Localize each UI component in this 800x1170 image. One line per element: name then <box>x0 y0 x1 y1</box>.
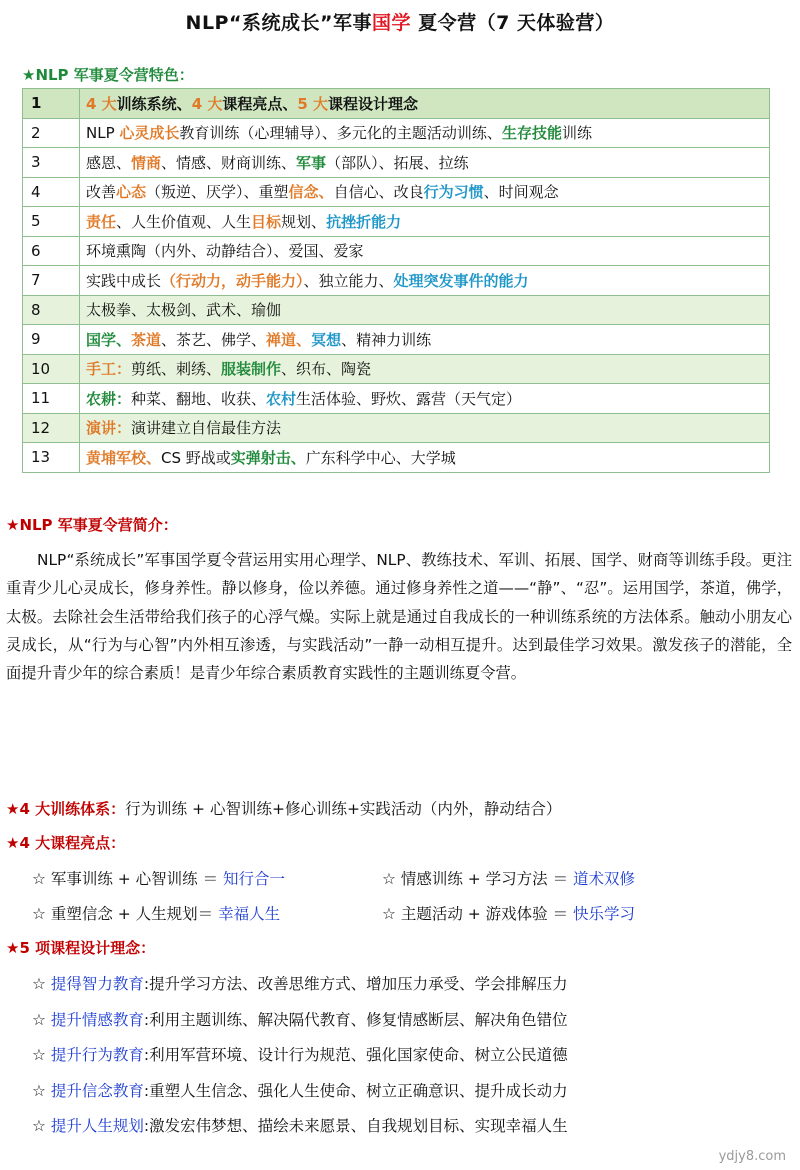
feature-text <box>80 413 770 443</box>
feature-text-segment: 情商 <box>131 153 162 172</box>
feature-text-segment: 、人生价值观、人生 <box>116 212 252 231</box>
feature-text-segment: 环境熏陶（内外、动静结合）、爱国、爱家 <box>86 242 364 261</box>
feature-row <box>23 118 770 148</box>
highlight-item-hl: 快乐学习 <box>573 905 636 923</box>
feature-text-segment: （部队）、拓展、拉练 <box>326 153 469 172</box>
feature-text-segment: 心态 <box>116 183 147 202</box>
watermark: ydjy8.com <box>718 1149 786 1164</box>
feature-text-segment: 太极拳、太极剑、武术、瑜伽 <box>86 301 282 320</box>
design-item-star: ☆ <box>32 1010 51 1029</box>
feature-number: 11 <box>23 384 80 414</box>
feature-text-segment: 禅道、 <box>266 330 312 349</box>
feature-text <box>80 236 770 266</box>
highlight-item-text: ☆ 主题活动 + 游戏体验 ＝ <box>382 905 574 923</box>
highlight-item <box>32 867 285 889</box>
design-item-text: :提升学习方法、改善思维方式、增加压力承受、学会排解压力 <box>143 975 568 993</box>
feature-text-segment: 农村 <box>266 389 297 408</box>
feature-text <box>80 443 770 473</box>
design-item <box>32 1079 568 1101</box>
feature-text-segment: 心灵成长 <box>119 124 180 143</box>
feature-text-segment: 农耕： <box>86 389 132 408</box>
feature-row <box>23 236 770 266</box>
feature-text-segment: 责任 <box>86 212 117 231</box>
highlight-item-hl: 知行合一 <box>223 870 286 888</box>
feature-text-segment: 、织布、陶瓷 <box>281 360 372 379</box>
design-item-star: ☆ <box>32 1046 51 1064</box>
design-item-text: :利用军营环境、设计行为规范、强化国家使命、树立公民道德 <box>143 1046 568 1064</box>
features-table-body <box>23 89 770 473</box>
feature-text-segment: 自信心、改良 <box>333 183 424 202</box>
feature-row <box>23 266 770 296</box>
features-heading-text: ★NLP 军事夏令营特色： <box>22 66 194 84</box>
title-part-a: NLP“系统成长”军事 <box>185 12 372 34</box>
feature-text <box>80 207 770 237</box>
feature-text-segment: 感恩、 <box>86 153 132 172</box>
feature-row <box>23 295 770 325</box>
training-heading: ★4 大训练体系： <box>6 800 126 818</box>
feature-text-segment: （行动力，动手能力） <box>161 271 304 290</box>
feature-number: 9 <box>23 325 80 355</box>
design-item-hl: 提升信念教育 <box>50 1081 144 1100</box>
feature-text-segment: 抗挫折能力 <box>326 212 402 231</box>
feature-text-segment: 生存技能 <box>501 124 562 143</box>
feature-text-segment: 、时间观念 <box>483 183 559 202</box>
design-item-text: :激发宏伟梦想、描绘未来愿景、自我规划目标、实现幸福人生 <box>143 1117 568 1135</box>
feature-text-segment: 剪纸、刺绣、 <box>131 360 222 379</box>
feature-text-segment: 课程亮点、 <box>222 94 298 113</box>
feature-text-segment: 手工： <box>86 360 132 379</box>
feature-text-segment: 、精神力训练 <box>341 330 432 349</box>
intro-text: NLP“系统成长”军事国学夏令营运用实用心理学、NLP、教练技术、军训、拓展、国学、财商等训练手段。更注重青少儿心灵成长，修身养性。静以修身，俭以养德。通过修身养性之道——“静”、“忍”。运用国学，茶道，佛学，太极。去除社会生活带给我们孩子的心浮气燥。实际上就是通过自我成长的一种训练系统的方法体系。触动小朋友心灵成长，从“行为与心智”内外相互渗透，与实践活动”一静一动相互提升。达到最佳学习效果。激发孩子的潜能，全面提升青少年的综合素质！是青少年综合素质教育实践性的主题训练夏令营。 <box>6 551 792 683</box>
feature-number: 6 <box>23 236 80 266</box>
highlight-item-hl: 幸福人生 <box>218 905 281 923</box>
feature-text-segment: 演讲： <box>86 419 132 438</box>
highlight-item <box>382 902 635 924</box>
feature-row <box>23 177 770 207</box>
feature-text-segment: 规划、 <box>281 212 327 231</box>
feature-number: 8 <box>23 295 80 325</box>
feature-text-segment: 广东科学中心、大学城 <box>305 448 456 467</box>
feature-text-segment: 冥想 <box>311 330 342 349</box>
feature-text-segment: 军事 <box>296 153 327 172</box>
highlight-item <box>382 867 635 889</box>
feature-text <box>80 354 770 384</box>
highlight-item-text: ☆ 重塑信念 + 人生规划＝ <box>32 905 219 923</box>
feature-text-segment: 行为习惯 <box>423 183 484 202</box>
feature-number: 10 <box>23 354 80 384</box>
feature-text-segment: 改善 <box>86 183 117 202</box>
feature-text-segment: 、情感、财商训练、 <box>161 153 297 172</box>
feature-text-segment: 4 大 <box>191 94 223 113</box>
feature-text-segment: 课程设计理念 <box>328 94 419 113</box>
feature-text-segment: NLP <box>86 124 120 143</box>
feature-text-segment: 目标 <box>251 212 282 231</box>
feature-row <box>23 413 770 443</box>
feature-text-segment: 训练系统、 <box>116 94 192 113</box>
feature-number: 2 <box>23 118 80 148</box>
feature-text-segment: CS 野战或 <box>161 448 231 467</box>
feature-text <box>80 325 770 355</box>
feature-text-segment: 茶道 <box>131 330 162 349</box>
feature-text-segment: 处理突发事件的能力 <box>393 271 529 290</box>
design-item-star: ☆ <box>32 1117 51 1135</box>
highlight-item-hl: 道术双修 <box>573 870 636 888</box>
page-title <box>0 8 800 35</box>
feature-text-segment: 演讲建立自信最佳方法 <box>131 419 282 438</box>
design-item-hl: 提得智力教育 <box>50 975 144 993</box>
feature-text-segment: 实弹射击、 <box>230 448 306 467</box>
design-item-text: :利用主题训练、解决隔代教育、修复情感断层、解决角色错位 <box>143 1010 568 1029</box>
design-item-hl: 提升情感教育 <box>50 1010 144 1029</box>
feature-text-segment: 实践中成长 <box>86 271 162 290</box>
feature-text-segment: 服装制作 <box>221 360 282 379</box>
feature-text <box>80 89 770 119</box>
design-item-hl: 提升行为教育 <box>50 1046 144 1064</box>
feature-text-segment: 种菜、翻地、收获、 <box>131 389 267 408</box>
feature-number: 3 <box>23 148 80 178</box>
title-part-b: 夏令营（7 天体验营） <box>410 12 615 34</box>
feature-row <box>23 207 770 237</box>
feature-number: 4 <box>23 177 80 207</box>
feature-text-segment: 4 大 <box>86 94 117 113</box>
design-item <box>32 1043 568 1065</box>
highlight-item <box>32 902 280 924</box>
feature-text-segment: 黄埔军校、 <box>86 448 162 467</box>
feature-number: 12 <box>23 413 80 443</box>
training-text: 行为训练 + 心智训练+修心训练+实践活动（内外，静动结合） <box>125 800 562 818</box>
feature-text-segment: 训练 <box>561 124 592 143</box>
design-item <box>32 972 568 994</box>
design-item <box>32 1114 568 1136</box>
highlight-item-text: ☆ 军事训练 + 心智训练 ＝ <box>32 870 224 888</box>
feature-text <box>80 384 770 414</box>
feature-number: 5 <box>23 207 80 237</box>
feature-row <box>23 354 770 384</box>
feature-text <box>80 295 770 325</box>
intro-heading: ★NLP 军事夏令营简介： <box>6 516 178 534</box>
feature-row <box>23 384 770 414</box>
feature-row <box>23 89 770 119</box>
title-part-red: 国学 <box>371 12 411 34</box>
feature-text-segment: 生活体验、野炊、露营（天气定） <box>296 389 522 408</box>
feature-row <box>23 443 770 473</box>
design-item <box>32 1008 568 1030</box>
design-item-star: ☆ <box>32 1081 51 1100</box>
feature-text-segment: 信念、 <box>288 183 334 202</box>
feature-number: 7 <box>23 266 80 296</box>
feature-text-segment: 、茶艺、佛学、 <box>161 330 267 349</box>
highlights-heading: ★4 大课程亮点： <box>6 834 126 852</box>
feature-text-segment: 国学、 <box>86 330 132 349</box>
intro-paragraph <box>6 546 792 687</box>
feature-text <box>80 148 770 178</box>
feature-text <box>80 118 770 148</box>
feature-number: 1 <box>23 89 80 119</box>
feature-text <box>80 266 770 296</box>
feature-number: 13 <box>23 443 80 473</box>
features-table <box>22 88 770 473</box>
feature-text-segment: 教育训练（心理辅导）、多元化的主题活动训练、 <box>179 124 502 143</box>
design-heading: ★5 项课程设计理念： <box>6 939 156 957</box>
training-line <box>6 797 561 819</box>
feature-row <box>23 148 770 178</box>
feature-text-segment: 、独立能力、 <box>303 271 394 290</box>
design-item-star: ☆ <box>32 975 51 993</box>
design-item-hl: 提升人生规划 <box>50 1117 144 1135</box>
feature-text-segment: 5 大 <box>297 94 329 113</box>
highlight-item-text: ☆ 情感训练 + 学习方法 ＝ <box>382 870 574 888</box>
design-item-text: :重塑人生信念、强化人生使命、树立正确意识、提升成长动力 <box>143 1081 568 1100</box>
features-heading <box>22 64 194 85</box>
feature-text <box>80 177 770 207</box>
feature-text-segment: （叛逆、厌学）、重塑 <box>146 183 289 202</box>
feature-row <box>23 325 770 355</box>
